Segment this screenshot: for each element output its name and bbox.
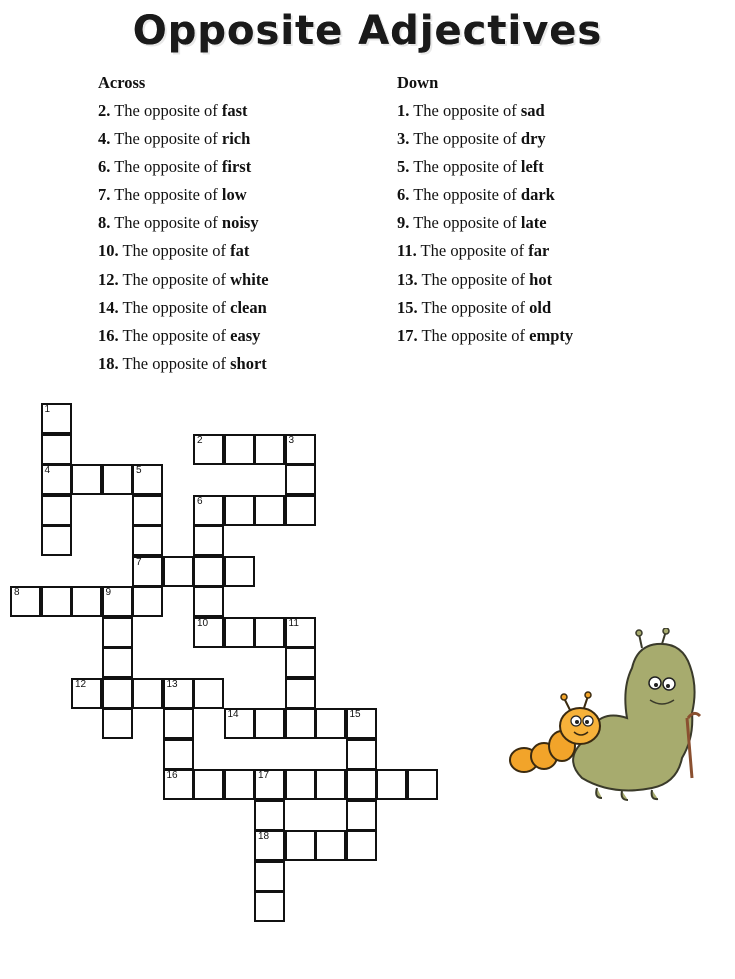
- crossword-cell[interactable]: [41, 495, 72, 526]
- crossword-cell[interactable]: [193, 769, 224, 800]
- crossword-cell[interactable]: [254, 891, 285, 922]
- clue-number: 18.: [98, 353, 119, 373]
- crossword-cell[interactable]: [285, 464, 316, 495]
- crossword-cell[interactable]: [285, 769, 316, 800]
- crossword-cell[interactable]: [315, 708, 346, 739]
- clue-word: rich: [221, 129, 251, 149]
- clue-number: 15.: [397, 297, 418, 317]
- crossword-cell[interactable]: [346, 830, 377, 861]
- cell-number: 9: [105, 587, 112, 598]
- crossword-cell[interactable]: [285, 830, 316, 861]
- crossword-cell[interactable]: [254, 769, 285, 800]
- cell-number: 10: [197, 617, 209, 629]
- clue-text: The opposite of: [122, 297, 227, 317]
- clue-word: noisy: [221, 213, 259, 233]
- clue-word: hot: [529, 269, 553, 289]
- crossword-cell[interactable]: [315, 769, 346, 800]
- clue-text: The opposite of: [413, 101, 517, 120]
- clue-number: 14.: [98, 297, 119, 317]
- crossword-cell[interactable]: [346, 739, 377, 770]
- crossword-cell[interactable]: [193, 678, 224, 709]
- caterpillars-illustration: [502, 628, 717, 803]
- clue-number: 10.: [98, 241, 119, 261]
- cell-number: 7: [136, 556, 142, 568]
- cell-number: 14: [227, 709, 239, 720]
- down-heading: Down: [397, 73, 439, 92]
- cell-number: 18: [258, 831, 270, 842]
- crossword-cell[interactable]: [285, 434, 316, 465]
- crossword-cell[interactable]: [193, 617, 224, 648]
- crossword-cell[interactable]: [224, 556, 255, 587]
- crossword-cell[interactable]: [102, 647, 133, 678]
- crossword-cell[interactable]: [346, 800, 377, 831]
- clue-text: The opposite of: [413, 129, 517, 149]
- clue-number: 6.: [98, 157, 111, 177]
- clue-word: dry: [520, 129, 546, 149]
- crossword-cell[interactable]: [254, 617, 285, 648]
- clue-number: 8.: [98, 213, 111, 233]
- clue-text: The opposite of: [114, 213, 218, 233]
- clue-text: The opposite of: [420, 241, 525, 261]
- crossword-cell[interactable]: [132, 495, 163, 526]
- crossword-cell[interactable]: [254, 800, 285, 831]
- clue-text: The opposite of: [122, 241, 227, 261]
- crossword-cell[interactable]: [102, 586, 133, 617]
- crossword-cell[interactable]: [132, 678, 163, 709]
- clue-word: easy: [230, 325, 261, 345]
- crossword-cell[interactable]: [285, 678, 316, 709]
- crossword-cell[interactable]: [102, 464, 133, 495]
- crossword-cell[interactable]: [163, 739, 194, 770]
- crossword-cell[interactable]: [132, 556, 163, 587]
- clue-word: first: [221, 157, 252, 177]
- clue-word: low: [221, 185, 247, 205]
- crossword-cell[interactable]: [193, 556, 224, 587]
- clue-number: 7.: [98, 185, 111, 205]
- crossword-cell[interactable]: [41, 464, 72, 495]
- page-title: Opposite Adjectives: [132, 8, 603, 54]
- clue-text: The opposite of: [114, 185, 218, 205]
- crossword-cell[interactable]: [224, 708, 255, 739]
- cell-number: 2: [197, 434, 203, 446]
- crossword-cell[interactable]: [254, 861, 285, 892]
- clue-text: The opposite of: [122, 325, 227, 345]
- crossword-cell[interactable]: [346, 708, 377, 739]
- clue-text: The opposite of: [122, 353, 227, 373]
- cell-number: 17: [258, 770, 270, 781]
- clue-word: clean: [230, 297, 267, 317]
- clue-number: 1.: [397, 101, 410, 120]
- crossword-cell[interactable]: [102, 617, 133, 648]
- clue-text: The opposite of: [413, 157, 517, 177]
- crossword-cell[interactable]: [163, 556, 194, 587]
- crossword-cell[interactable]: [254, 708, 285, 739]
- crossword-cell[interactable]: [102, 708, 133, 739]
- crossword-cell[interactable]: [346, 769, 377, 800]
- cell-number: 11: [288, 617, 299, 629]
- cell-number: 6: [197, 495, 203, 507]
- clue-text: The opposite of: [114, 101, 218, 120]
- crossword-cell[interactable]: [407, 769, 438, 800]
- crossword-cell[interactable]: [285, 647, 316, 678]
- crossword-cell[interactable]: [10, 586, 41, 617]
- crossword-cell[interactable]: [224, 769, 255, 800]
- crossword-cell[interactable]: [254, 434, 285, 465]
- clue-text: The opposite of: [413, 213, 517, 233]
- clue-word: empty: [529, 325, 574, 345]
- clue-text: The opposite of: [114, 157, 218, 177]
- clue-word: far: [528, 241, 550, 261]
- crossword-cell[interactable]: [193, 434, 224, 465]
- clue-number: 5.: [397, 157, 410, 177]
- clue-number: 6.: [397, 185, 410, 205]
- cell-number: 12: [75, 678, 87, 690]
- clue-text: The opposite of: [421, 297, 526, 317]
- crossword-cell[interactable]: [315, 830, 346, 861]
- clue-number: 9.: [397, 213, 410, 233]
- crossword-cell[interactable]: [224, 434, 255, 465]
- clue-number: 3.: [397, 129, 410, 149]
- crossword-cell[interactable]: [254, 830, 285, 861]
- clue-word: white: [230, 269, 269, 289]
- clue-word: short: [230, 353, 267, 373]
- clue-number: 2.: [98, 101, 111, 120]
- clue-text: The opposite of: [114, 129, 218, 149]
- clue-word: old: [529, 297, 552, 317]
- cell-number: 8: [14, 587, 20, 598]
- crossword-cell[interactable]: [285, 708, 316, 739]
- crossword-cell[interactable]: [193, 586, 224, 617]
- crossword-cell[interactable]: [71, 678, 102, 709]
- clue-word: sad: [520, 101, 545, 120]
- crossword-cell[interactable]: [41, 525, 72, 556]
- crossword-cell[interactable]: [102, 678, 133, 709]
- clue-text: The opposite of: [413, 185, 517, 205]
- crossword-cell[interactable]: [41, 434, 72, 465]
- crossword-cell[interactable]: [224, 495, 255, 526]
- cell-number: 16: [166, 770, 178, 781]
- cell-number: 15: [349, 709, 361, 720]
- crossword-cell[interactable]: [71, 586, 102, 617]
- crossword-cell[interactable]: [163, 678, 194, 709]
- clue-number: 17.: [397, 325, 418, 345]
- clue-number: 12.: [98, 269, 119, 289]
- across-heading: Across: [98, 73, 146, 92]
- crossword-cell[interactable]: [376, 769, 407, 800]
- cell-number: 5: [136, 465, 142, 476]
- cell-number: 4: [44, 465, 51, 476]
- cell-number: 13: [166, 678, 178, 690]
- clue-word: fat: [230, 241, 250, 261]
- clue-word: fast: [221, 101, 248, 120]
- crossword-cell[interactable]: [193, 525, 224, 556]
- clue-number: 16.: [98, 325, 119, 345]
- cell-number: 1: [44, 404, 51, 415]
- clue-word: left: [520, 157, 544, 177]
- crossword-cell[interactable]: [224, 617, 255, 648]
- crossword-cell[interactable]: [163, 708, 194, 739]
- clue-number: 13.: [397, 269, 418, 289]
- clue-word: dark: [520, 185, 555, 205]
- clue-number: 11.: [397, 241, 417, 261]
- cell-number: 3: [288, 434, 295, 446]
- crossword-cell[interactable]: [132, 586, 163, 617]
- crossword-cell[interactable]: [285, 495, 316, 526]
- crossword-cell[interactable]: [41, 586, 72, 617]
- crossword-cell[interactable]: [132, 464, 163, 495]
- crossword-cell[interactable]: [254, 495, 285, 526]
- clue-word: late: [520, 213, 547, 233]
- clue-text: The opposite of: [421, 269, 526, 289]
- crossword-cell[interactable]: [193, 495, 224, 526]
- crossword-cell[interactable]: [285, 617, 316, 648]
- crossword-cell[interactable]: [71, 464, 102, 495]
- crossword-cell[interactable]: [163, 769, 194, 800]
- clue-text: The opposite of: [122, 269, 227, 289]
- crossword-cell[interactable]: [132, 525, 163, 556]
- clue-number: 4.: [98, 129, 111, 149]
- clue-text: The opposite of: [421, 325, 526, 345]
- crossword-cell[interactable]: [41, 403, 72, 434]
